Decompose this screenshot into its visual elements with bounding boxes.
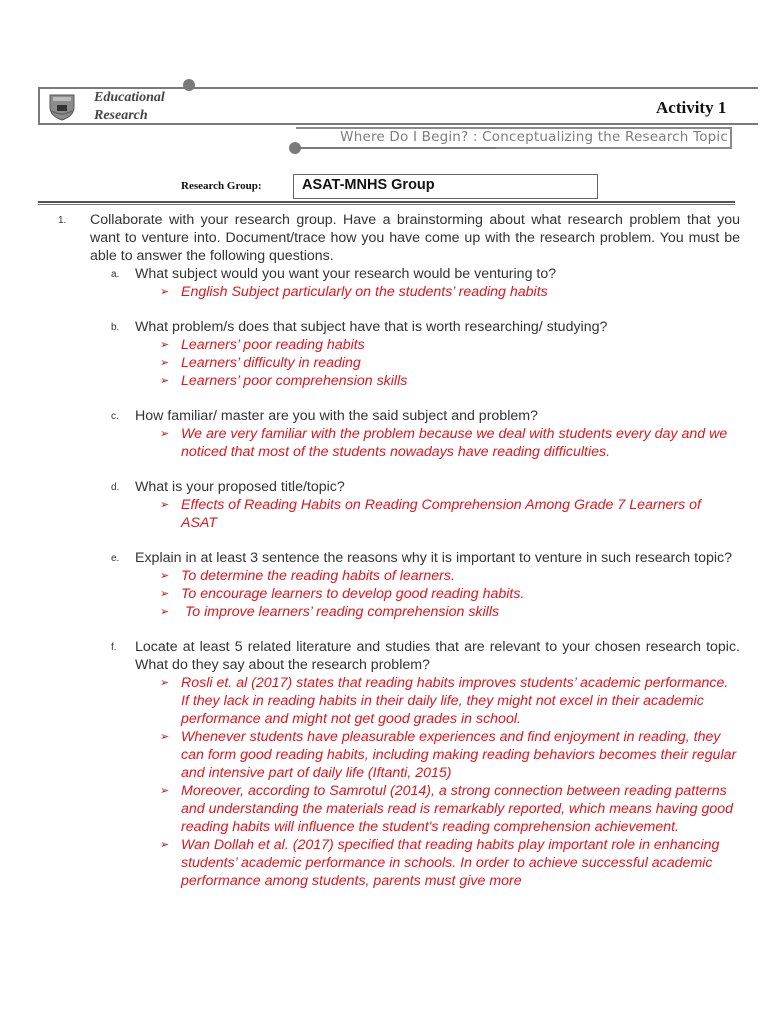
answer-text: Wan Dollah et al. (2017) specified that reading habits play important role in enhancing students’ academic performance in schools. In order to achieve successful academic performance among students, parents must give more — [181, 837, 720, 889]
question-number: 1. — [58, 215, 67, 226]
answer-item — [0, 728, 768, 782]
answer-text: Rosli et. al (2017) states that reading habits improves students’ academic performance. If they lack in reading habits in their daily life, they might not excel in their academic performance and might not get good grades in school. — [181, 675, 729, 727]
arrow-bullet-icon: ➢ — [160, 785, 170, 797]
answer-text: We are very familiar with the problem because we deal with students every day and we noticed that most of the students nowadays have reading difficulties. — [181, 426, 728, 460]
answer-item — [0, 372, 768, 390]
answer-item — [0, 567, 768, 585]
answer-item — [0, 425, 768, 461]
answer-item — [0, 283, 768, 301]
sub-question-b — [0, 318, 768, 336]
research-group-label: Research Group: — [181, 180, 262, 192]
answer-text: Effects of Reading Habits on Reading Comprehension Among Grade 7 Learners of ASAT — [181, 497, 701, 531]
answer-text: Learners’ poor comprehension skills — [181, 373, 408, 389]
answer-text: To improve learners’ reading comprehension skills — [181, 604, 500, 620]
activity-title: Activity 1 — [656, 98, 727, 117]
sub-question-letter: f. — [111, 642, 117, 653]
answer-item — [0, 782, 768, 836]
sub-question-text: How familiar/ master are you with the said subject and problem? — [135, 408, 538, 424]
arrow-bullet-icon: ➢ — [160, 499, 170, 511]
question-1 — [0, 211, 768, 265]
arrow-bullet-icon: ➢ — [160, 357, 170, 369]
answer-text: To determine the reading habits of learners. — [181, 568, 455, 584]
answer-text: Moreover, according to Samrotul (2014), a strong connection between reading patterns and understanding the materials read is remarkably reported, which means having good reading habits will influence the student's reading comprehension achievement. — [181, 783, 734, 835]
answer-text: Learners’ difficulty in reading — [181, 355, 361, 371]
sub-question-text: Explain in at least 3 sentence the reasons why it is important to venture in such research topic? — [135, 550, 732, 566]
arrow-bullet-icon: ➢ — [160, 677, 170, 689]
answer-item — [0, 336, 768, 354]
sub-question-letter: e. — [111, 553, 120, 564]
arrow-bullet-icon: ➢ — [160, 428, 170, 440]
logo-line-1: Educational — [94, 90, 165, 105]
question-text: Collaborate with your research group. Have a brainstorming about what research problem that you want to venture into. Document/trace how you have come up with the research problem. You must be able to answer the following questions. — [90, 212, 740, 264]
sub-question-c — [0, 407, 768, 425]
arrow-bullet-icon: ➢ — [160, 570, 170, 582]
subtitle-line-decoration — [296, 147, 496, 149]
research-group-field[interactable]: ASAT-MNHS Group — [293, 174, 598, 199]
sub-question-letter: d. — [111, 482, 120, 493]
answer-item — [0, 496, 768, 532]
arrow-bullet-icon: ➢ — [160, 731, 170, 743]
answer-item — [0, 354, 768, 372]
header-separator — [38, 201, 735, 205]
sub-question-text: What problem/s does that subject have that is worth researching/ studying? — [135, 319, 608, 335]
arrow-bullet-icon: ➢ — [160, 375, 170, 387]
arrow-bullet-icon: ➢ — [160, 588, 170, 600]
answer-text: Learners’ poor reading habits — [181, 337, 365, 353]
activity-subtitle: Where Do I Begin? : Conceptualizing the Research Topic — [340, 129, 728, 145]
arrow-bullet-icon: ➢ — [160, 339, 170, 351]
arrow-bullet-icon: ➢ — [160, 839, 170, 851]
sub-question-letter: c. — [111, 411, 119, 422]
sub-question-text: What is your proposed title/topic? — [135, 479, 345, 495]
school-crest-icon — [47, 91, 77, 121]
sub-question-text: What subject would you want your research would be venturing to? — [135, 266, 557, 282]
logo-title — [94, 89, 165, 125]
arrow-bullet-icon: ➢ — [160, 286, 170, 298]
answer-text: To encourage learners to develop good reading habits. — [181, 586, 525, 602]
sub-question-e — [0, 549, 768, 567]
sub-question-text: Locate at least 5 related literature and studies that are relevant to your chosen research topic. What do they say about the research problem? — [135, 639, 740, 673]
sub-question-d — [0, 478, 768, 496]
logo-line-2: Research — [94, 108, 148, 123]
answer-text: Whenever students have pleasurable experiences and find enjoyment in reading, they can form good reading habits, including making reading behaviors becomes their regular and intensive part of daily life (Iftanti, 2015) — [181, 729, 737, 781]
sub-question-letter: a. — [111, 269, 120, 280]
answer-item — [0, 585, 768, 603]
sub-question-a — [0, 265, 768, 283]
header-dot-decoration — [183, 79, 195, 91]
arrow-bullet-icon: ➢ — [160, 606, 170, 618]
sub-question-letter: b. — [111, 322, 120, 333]
answer-text: English Subject particularly on the students’ reading habits — [181, 284, 548, 300]
sub-question-f — [0, 638, 768, 674]
document-body — [0, 211, 768, 890]
subtitle-dot-decoration — [289, 142, 301, 154]
answer-item — [0, 836, 768, 890]
answer-item — [0, 603, 768, 621]
answer-item — [0, 674, 768, 728]
